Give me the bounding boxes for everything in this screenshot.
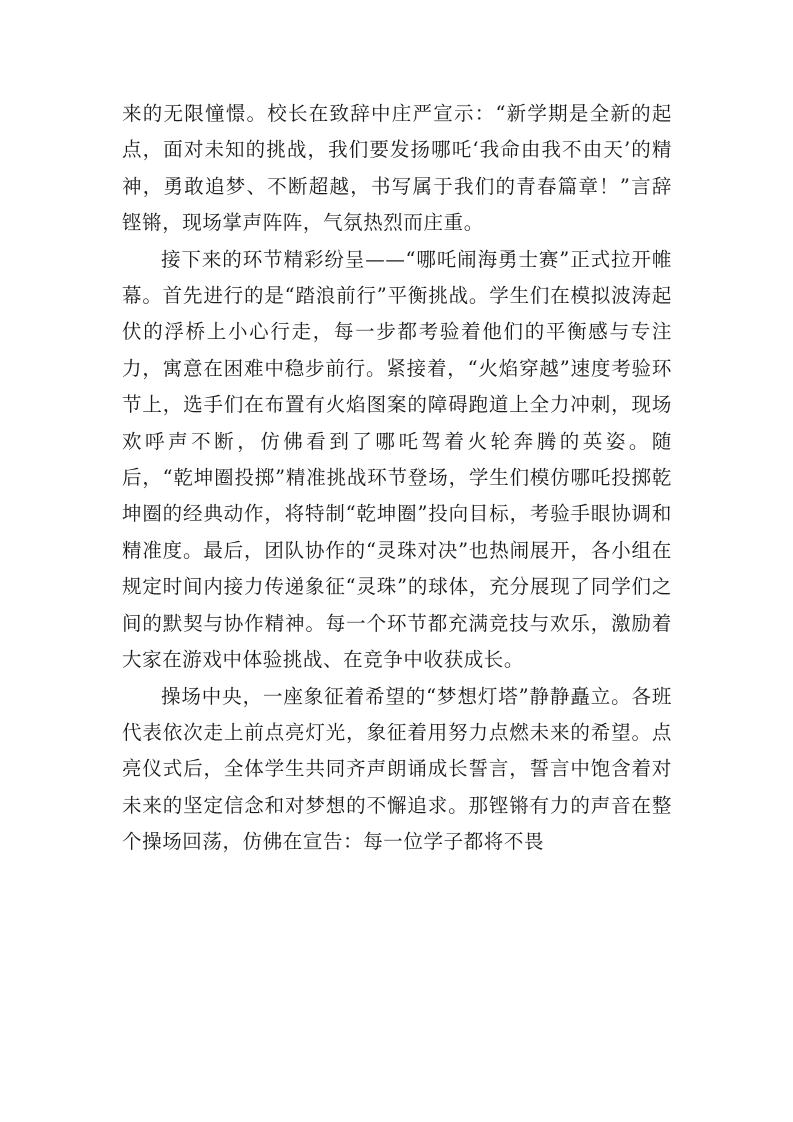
document-body xyxy=(122,96,672,861)
paragraph-1: 来的无限憧憬。校长在致辞中庄严宣示：“新学期是全新的起点，面对未知的挑战，我们要发扬哪吒‘我命由我不由天’的精神，勇敢追梦、不断超越，书写属于我们的青春篇章！”言辞铿锵，现场掌声阵阵，气氛热烈而庄重。 xyxy=(122,102,672,235)
paragraph-3: 操场中央，一座象征着希望的“梦想灯塔”静静矗立。各班代表依次走上前点亮灯光，象征着用努力点燃未来的希望。点亮仪式后，全体学生共同齐声朗诵成长誓言，誓言中饱含着对未来的坚定信念和对梦想的不懈追求。那铿锵有力的声音在整个操场回荡，仿佛在宣告：每一位学子都将不畏 xyxy=(122,684,672,854)
paragraph-2: 接下来的环节精彩纷呈——“哪吒闹海勇士赛”正式拉开帷幕。首先进行的是“踏浪前行”平衡挑战。学生们在模拟波涛起伏的浮桥上小心行走，每一步都考验着他们的平衡感与专注力，寓意在困难中稳步前行。紧接着，“火焰穿越”速度考验环节上，选手们在布置有火焰图案的障碍跑道上全力冲刺，现场欢呼声不断，仿佛看到了哪吒驾着火轮奔腾的英姿。随后，“乾坤圈投掷”精准挑战环节登场，学生们模仿哪吒投掷乾坤圈的经典动作，将特制“乾坤圈”投向目标，考验手眼协调和精准度。最后，团队协作的“灵珠对决”也热闹展开，各小组在规定时间内接力传递象征“灵珠”的球体，充分展现了同学们之间的默契与协作精神。每一个环节都充满竞技与欢乐，激励着大家在游戏中体验挑战、在竞争中收获成长。 xyxy=(122,247,672,672)
